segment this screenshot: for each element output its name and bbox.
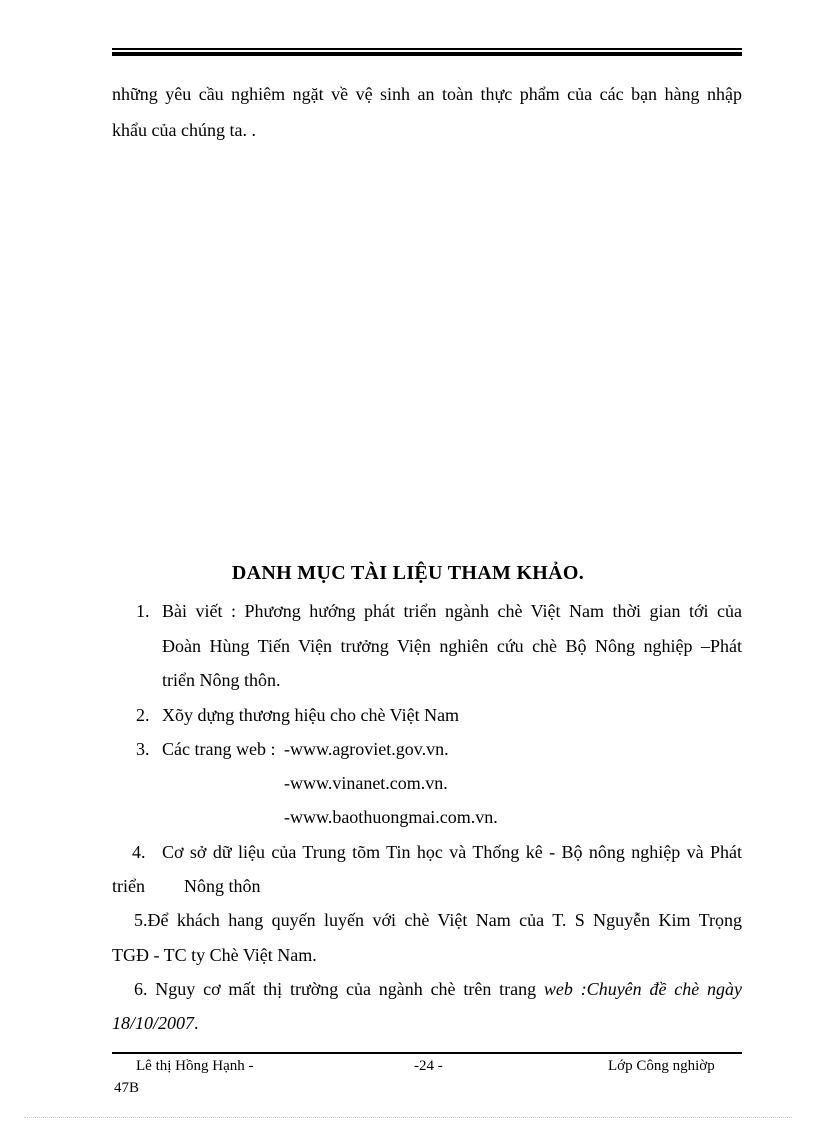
ref-5-line-2: TGĐ - TC ty Chè Việt Nam. xyxy=(112,945,317,965)
ref-2-text: Xõy dựng thương hiệu cho chè Việt Nam xyxy=(162,705,460,725)
footer-rule xyxy=(112,1052,742,1054)
ref-1-line-1: Bài viết : Phương hướng phát triển ngành chè Việt Nam thời gian tới của xyxy=(162,601,742,621)
ref-4-line-2b: Nông thôn xyxy=(184,876,261,896)
ref-6-line-2 xyxy=(112,1013,199,1033)
references-title: DANH MỤC TÀI LIỆU THAM KHẢO. xyxy=(231,562,585,584)
ref-6-line-1 xyxy=(134,979,742,999)
intro-line-1: những yêu cầu nghiêm ngặt về vệ sinh an toàn thực phẩm của các bạn hàng nhập xyxy=(112,84,742,104)
ref-2-number: 2. xyxy=(136,705,150,725)
ref-3-site-1: -www.agroviet.gov.vn. xyxy=(284,739,449,759)
ref-6-line-1-italic: web :Chuyên đề chè ngày xyxy=(543,979,743,999)
ref-6-date: 18/10/2007 xyxy=(112,1013,195,1033)
page-bottom-dotted-line xyxy=(24,1117,792,1118)
ref-6-line-2-end: . xyxy=(194,1013,199,1033)
ref-4-line-1: Cơ sở dữ liệu của Trung tõm Tin học và Thống kê - Bộ nông nghiệp và Phát xyxy=(162,842,742,862)
footer-author: Lê thị Hồng Hạnh - xyxy=(136,1058,254,1074)
ref-6-line-1-plain: 6. Nguy cơ mất thị trường của ngành chè trên trang xyxy=(134,979,544,999)
ref-3-site-2: -www.vinanet.com.vn. xyxy=(284,773,448,793)
ref-3-site-3: -www.baothuongmai.com.vn. xyxy=(284,807,498,827)
footer-author-cont: 47B xyxy=(114,1080,140,1096)
ref-1-line-2: Đoàn Hùng Tiến Viện trưởng Viện nghiên cứu chè Bộ Nông nghiệp –Phát xyxy=(162,636,742,656)
header-rule xyxy=(112,48,742,56)
footer-page-number: -24 - xyxy=(414,1058,443,1074)
ref-4-number: 4. xyxy=(132,842,146,862)
ref-5-line-1: 5.Để khách hang quyến luyến với chè Việt Nam của T. S Nguyễn Kim Trọng xyxy=(134,910,742,930)
footer-class-name: Lớp Công nghiờp xyxy=(608,1058,715,1074)
ref-1-number: 1. xyxy=(136,601,150,621)
intro-line-2: khẩu của chúng ta. . xyxy=(112,120,256,140)
ref-3-lead: Các trang web : xyxy=(162,739,276,759)
ref-3-number: 3. xyxy=(136,739,150,759)
ref-4-line-2a: triển xyxy=(112,876,145,896)
ref-1-line-3: triển Nông thôn. xyxy=(162,670,281,690)
